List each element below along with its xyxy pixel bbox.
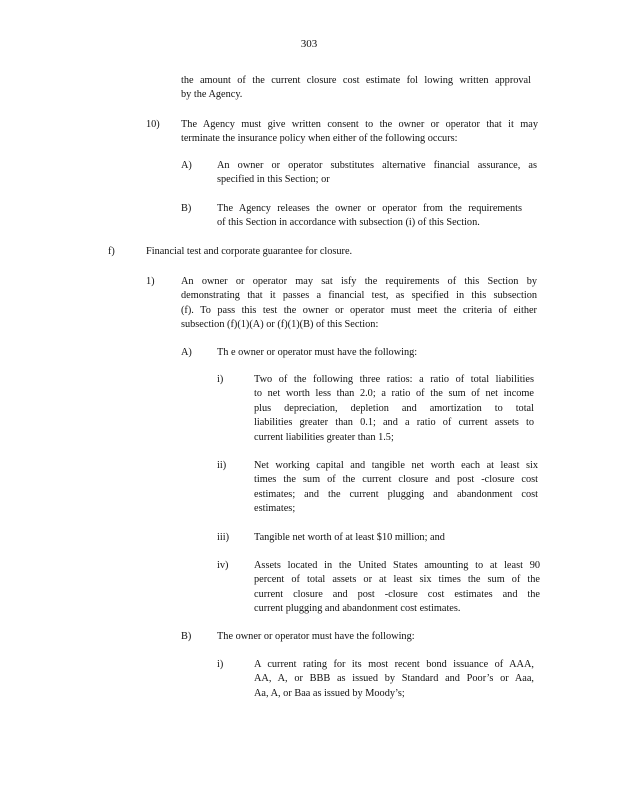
continuation-paragraph <box>181 74 531 103</box>
text-line: Tangible net worth of at least $10 million; and <box>254 532 445 543</box>
item-f1a-text <box>217 346 447 360</box>
text-line: estimates; and the current plugging and abandonment cost <box>254 488 538 500</box>
text-line: The owner or operator must have the following: <box>217 631 415 642</box>
text-line: Financial test and corporate guarantee for closure. <box>146 246 353 257</box>
item-f1b-text <box>217 630 447 644</box>
text-line: Two of the following three ratios: a ratio of total liabilities <box>254 374 534 385</box>
text-line: terminate the insurance policy when either of the following occurs: <box>181 133 458 145</box>
text-line: current liabilities greater than 1.5; <box>254 431 394 443</box>
text-line: Aa, A, or Baa as issued by Moody’s; <box>254 687 405 699</box>
item-10-text <box>181 118 538 147</box>
item-10a-text <box>217 159 537 188</box>
item-a-iii-label: iii) <box>217 532 230 543</box>
text-line: percent of total assets or at least six times the sum of the <box>254 574 540 586</box>
item-10-label: 10) <box>146 119 160 130</box>
text-line: An owner or operator may sat isfy the requirements of this Section by <box>181 276 537 287</box>
item-f1a-label: A) <box>181 347 192 358</box>
text-line: (f). To pass this test the owner or operator must meet the criteria of either <box>181 304 537 316</box>
item-a-i-text <box>254 373 534 445</box>
subsection-f-heading <box>146 245 386 259</box>
text-line: subsection (f)(1)(A) or (f)(1)(B) of this Section: <box>181 319 379 331</box>
text-line: estimates; <box>254 503 296 515</box>
item-f1b-label: B) <box>181 631 192 642</box>
text-line: by the Agency. <box>181 89 243 101</box>
text-line: Net working capital and tangible net worth each at least six <box>254 460 538 471</box>
text-line: The Agency must give written consent to the owner or operator that it may <box>181 119 538 130</box>
text-line: Assets located in the United States amounting to at least 90 <box>254 560 540 571</box>
text-line: plus depreciation, depletion and amortization to total <box>254 402 534 414</box>
text-line: current closure and post -closure cost estimates and the <box>254 588 540 600</box>
text-line: demonstrating that it passes a financial test, as specified in this subsection <box>181 290 537 302</box>
item-10b-text <box>217 202 522 231</box>
item-f1-text <box>181 275 537 333</box>
text-line: A current rating for its most recent bond issuance of AAA, <box>254 659 534 670</box>
text-line: the amount of the current closure cost estimate fol lowing written approval <box>181 75 531 86</box>
item-10b-label: B) <box>181 203 192 214</box>
item-a-iii-text <box>254 531 494 545</box>
item-a-iv-label: iv) <box>217 560 229 571</box>
text-line: Th e owner or operator must have the following: <box>217 347 418 358</box>
text-line: of this Section in accordance with subsection (i) of this Section. <box>217 217 480 229</box>
text-line: liabilities greater than 0.1; and a ratio of current assets to <box>254 417 534 429</box>
item-a-i-label: i) <box>217 374 224 385</box>
item-a-ii-text <box>254 459 538 517</box>
page-number: 303 <box>300 38 318 50</box>
item-a-iv-text <box>254 559 540 617</box>
text-line: An owner or operator substitutes alternative financial assurance, as <box>217 160 537 171</box>
item-f1-label: 1) <box>146 276 155 287</box>
text-line: current plugging and abandonment cost estimates. <box>254 603 461 615</box>
item-b-i-text <box>254 658 534 701</box>
text-line: AA, A, or BBB as issued by Standard and Poor’s or Aaa, <box>254 673 534 685</box>
subsection-f-label: f) <box>108 246 115 257</box>
item-a-ii-label: ii) <box>217 460 227 471</box>
text-line: specified in this Section; or <box>217 174 330 186</box>
text-line: The Agency releases the owner or operator from the requirements <box>217 203 522 214</box>
item-b-i-label: i) <box>217 659 224 670</box>
text-line: times the sum of the current closure and post -closure cost <box>254 474 538 486</box>
item-10a-label: A) <box>181 160 192 171</box>
text-line: to net worth less than 2.0; a ratio of the sum of net income <box>254 388 534 400</box>
